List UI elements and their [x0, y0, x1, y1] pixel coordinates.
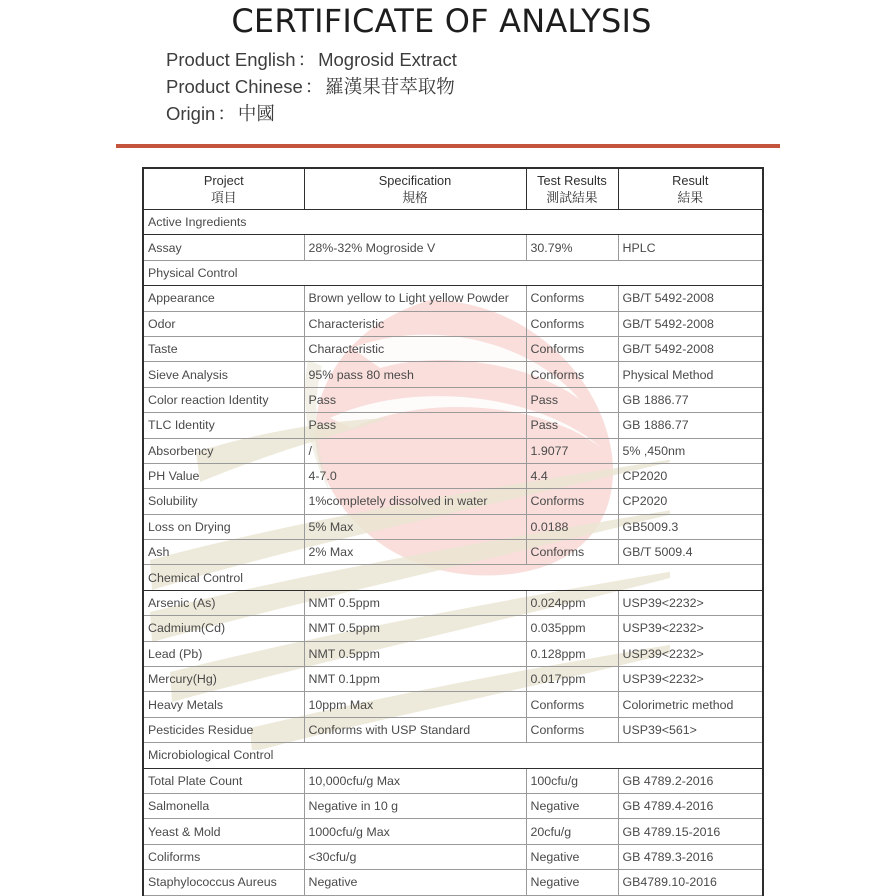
table-section-row [143, 743, 763, 768]
row-project: Color reaction Identity [143, 387, 304, 412]
column-header-specification-en: Specification [378, 173, 452, 188]
origin-value: 中國 [237, 103, 275, 124]
row-result: GB/T 5492-2008 [618, 311, 763, 336]
row-test-result: Pass [526, 387, 618, 412]
column-header-project-zh: 項目 [210, 190, 237, 205]
row-result: Colorimetric method [618, 692, 763, 717]
origin-label: Origin [166, 103, 216, 124]
row-test-result: Negative [526, 793, 618, 818]
section-label: Physical Control [143, 260, 763, 285]
table-row [143, 819, 763, 844]
row-test-result: Negative [526, 870, 618, 895]
column-header-test-results [526, 168, 618, 210]
row-test-result: Pass [526, 413, 618, 438]
table-row [143, 514, 763, 539]
row-result: Physical Method [618, 362, 763, 387]
row-test-result: Conforms [526, 286, 618, 311]
row-test-result: 1.9077 [526, 438, 618, 463]
product-info-line [166, 46, 457, 73]
row-specification: 28%-32% Mogroside V [304, 235, 526, 260]
row-result: GB 1886.77 [618, 413, 763, 438]
column-header-specification [304, 168, 526, 210]
table-header-row [143, 168, 763, 210]
table-row [143, 286, 763, 311]
table-row [143, 667, 763, 692]
row-result: GB 1886.77 [618, 387, 763, 412]
column-header-project [143, 168, 304, 210]
product-chinese-label: Product Chinese [166, 76, 303, 97]
row-specification: 1%completely dissolved in water [304, 489, 526, 514]
table-row [143, 844, 763, 869]
row-specification: Characteristic [304, 311, 526, 336]
row-project: Yeast & Mold [143, 819, 304, 844]
row-project: Loss on Drying [143, 514, 304, 539]
row-specification: Negative in 10 g [304, 793, 526, 818]
product-chinese-separator: ： [304, 76, 324, 97]
product-chinese-value: 羅漢果苷萃取物 [325, 76, 455, 97]
table-section-row [143, 210, 763, 235]
row-project: Cadmium(Cd) [143, 616, 304, 641]
row-project: Pesticides Residue [143, 717, 304, 742]
column-header-project-en: Project [203, 173, 244, 188]
row-test-result: Conforms [526, 692, 618, 717]
column-header-result-en: Result [672, 173, 709, 188]
row-result: CP2020 [618, 489, 763, 514]
row-specification: 10,000cfu/g Max [304, 768, 526, 793]
table-row [143, 768, 763, 793]
row-test-result: 20cfu/g [526, 819, 618, 844]
row-result: HPLC [618, 235, 763, 260]
table-section-row [143, 565, 763, 590]
row-test-result: Conforms [526, 489, 618, 514]
row-specification: 1000cfu/g Max [304, 819, 526, 844]
product-english-separator: ： [297, 49, 317, 70]
row-specification: Brown yellow to Light yellow Powder [304, 286, 526, 311]
row-specification: NMT 0.1ppm [304, 667, 526, 692]
row-result: USP39<561> [618, 717, 763, 742]
page-title: CERTIFICATE OF ANALYSIS [231, 2, 652, 40]
row-project: Total Plate Count [143, 768, 304, 793]
row-test-result: 4.4 [526, 463, 618, 488]
row-specification: Pass [304, 387, 526, 412]
row-project: Lead (Pb) [143, 641, 304, 666]
table-row [143, 413, 763, 438]
product-info-line [166, 73, 457, 100]
table-row [143, 438, 763, 463]
row-test-result: Conforms [526, 717, 618, 742]
row-test-result: 30.79% [526, 235, 618, 260]
row-project: Taste [143, 336, 304, 361]
row-test-result: Conforms [526, 362, 618, 387]
table-row [143, 311, 763, 336]
row-test-result: Conforms [526, 336, 618, 361]
table-row [143, 692, 763, 717]
row-result: GB4789.10-2016 [618, 870, 763, 895]
row-specification: NMT 0.5ppm [304, 641, 526, 666]
row-result: GB5009.3 [618, 514, 763, 539]
row-project: TLC Identity [143, 413, 304, 438]
table-row [143, 336, 763, 361]
row-result: GB 4789.4-2016 [618, 793, 763, 818]
column-header-specification-zh: 規格 [402, 190, 428, 205]
row-project: Heavy Metals [143, 692, 304, 717]
row-test-result: 0.017ppm [526, 667, 618, 692]
row-specification: <30cfu/g [304, 844, 526, 869]
product-info-line [166, 100, 457, 127]
row-test-result: Negative [526, 844, 618, 869]
row-result: USP39<2232> [618, 667, 763, 692]
row-project: Staphylococcus Aureus [143, 870, 304, 895]
row-result: GB 4789.3-2016 [618, 844, 763, 869]
table-row [143, 387, 763, 412]
row-result: CP2020 [618, 463, 763, 488]
table-row [143, 717, 763, 742]
row-result: GB/T 5492-2008 [618, 336, 763, 361]
table-row [143, 616, 763, 641]
row-result: USP39<2232> [618, 616, 763, 641]
row-test-result: Conforms [526, 311, 618, 336]
row-project: Solubility [143, 489, 304, 514]
row-project: Mercury(Hg) [143, 667, 304, 692]
column-header-test-results-zh: 測試結果 [546, 190, 598, 205]
row-specification: NMT 0.5ppm [304, 590, 526, 615]
row-specification: Negative [304, 870, 526, 895]
row-test-result: 0.035ppm [526, 616, 618, 641]
table-header [143, 168, 763, 210]
column-header-test-results-en: Test Results [537, 173, 607, 188]
row-result: USP39<2232> [618, 590, 763, 615]
row-test-result: 100cfu/g [526, 768, 618, 793]
row-specification: 2% Max [304, 540, 526, 565]
header-divider [116, 144, 780, 148]
row-test-result: 0.128ppm [526, 641, 618, 666]
table-row [143, 489, 763, 514]
column-header-result-zh: 結果 [677, 190, 704, 205]
row-result: 5% ,450nm [618, 438, 763, 463]
row-project: Salmonella [143, 793, 304, 818]
row-specification: Conforms with USP Standard [304, 717, 526, 742]
product-info-block [166, 46, 457, 127]
row-test-result: 0.0188 [526, 514, 618, 539]
row-result: USP39<2232> [618, 641, 763, 666]
row-specification: 5% Max [304, 514, 526, 539]
table-row [143, 362, 763, 387]
row-test-result: Conforms [526, 540, 618, 565]
section-label: Chemical Control [143, 565, 763, 590]
table-row [143, 590, 763, 615]
row-project: Appearance [143, 286, 304, 311]
table-row [143, 870, 763, 895]
section-label: Microbiological Control [143, 743, 763, 768]
row-project: PH Value [143, 463, 304, 488]
row-result: GB/T 5009.4 [618, 540, 763, 565]
table-section-row [143, 260, 763, 285]
analysis-table [142, 167, 764, 896]
row-specification: NMT 0.5ppm [304, 616, 526, 641]
row-project: Sieve Analysis [143, 362, 304, 387]
row-project: Odor [143, 311, 304, 336]
origin-separator: ： [217, 103, 236, 124]
row-specification: / [304, 438, 526, 463]
row-project: Absorbency [143, 438, 304, 463]
row-specification: 4-7.0 [304, 463, 526, 488]
table-row [143, 641, 763, 666]
table-row [143, 793, 763, 818]
row-project: Ash [143, 540, 304, 565]
row-specification: Pass [304, 413, 526, 438]
product-english-label: Product English [166, 49, 296, 70]
row-specification: 10ppm Max [304, 692, 526, 717]
table-body [143, 210, 763, 896]
row-project: Coliforms [143, 844, 304, 869]
table-row [143, 463, 763, 488]
table-row [143, 235, 763, 260]
row-specification: Characteristic [304, 336, 526, 361]
row-test-result: 0.024ppm [526, 590, 618, 615]
section-label: Active Ingredients [143, 210, 763, 235]
row-result: GB/T 5492-2008 [618, 286, 763, 311]
row-specification: 95% pass 80 mesh [304, 362, 526, 387]
row-result: GB 4789.15-2016 [618, 819, 763, 844]
row-project: Arsenic (As) [143, 590, 304, 615]
row-project: Assay [143, 235, 304, 260]
product-english-value: Mogrosid Extract [318, 49, 457, 70]
column-header-result [618, 168, 763, 210]
row-result: GB 4789.2-2016 [618, 768, 763, 793]
table-row [143, 540, 763, 565]
